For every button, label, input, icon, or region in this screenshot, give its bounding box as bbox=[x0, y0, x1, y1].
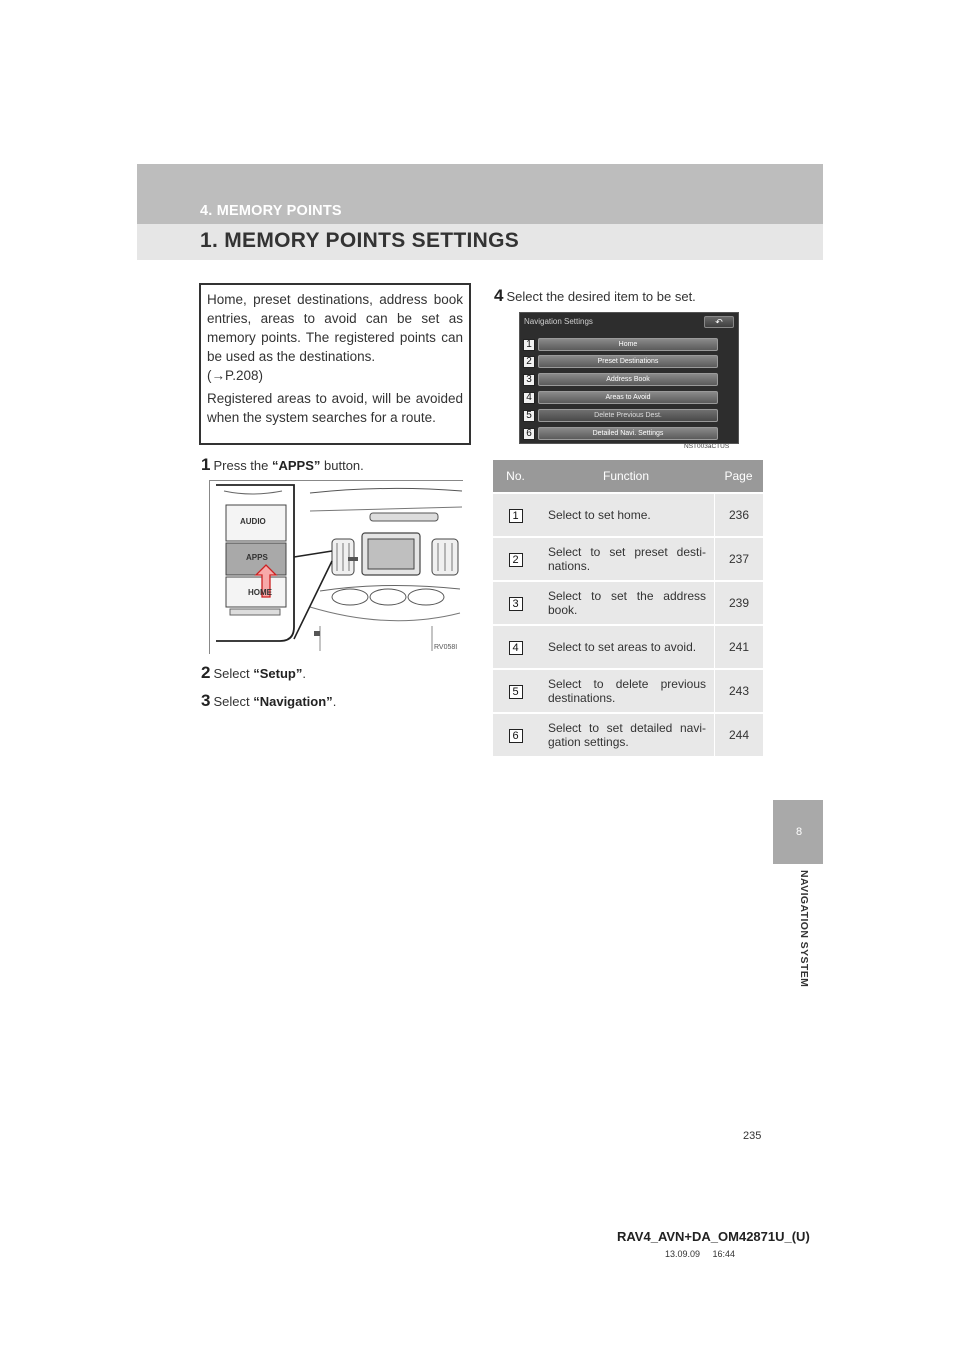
table-header-row bbox=[493, 460, 763, 492]
row-number-badge: 4 bbox=[509, 641, 523, 655]
callout-number: 5 bbox=[523, 410, 535, 422]
step-number: 4 bbox=[494, 286, 504, 305]
table-row bbox=[493, 538, 763, 580]
row-page: 241 bbox=[714, 626, 763, 668]
step-text-end: . bbox=[302, 666, 306, 681]
section-label: 4. MEMORY POINTS bbox=[200, 203, 342, 219]
column-header-function: Function bbox=[538, 460, 714, 492]
function-table bbox=[493, 458, 763, 758]
callout-number: 4 bbox=[523, 392, 535, 404]
screen-item-delete-previous-dest: Delete Previous Dest. bbox=[538, 409, 718, 422]
screen-title: Navigation Settings bbox=[524, 317, 593, 326]
table-row bbox=[493, 494, 763, 536]
chapter-label: NAVIGATION SYSTEM bbox=[798, 870, 810, 988]
table-row bbox=[493, 626, 763, 668]
step-number: 3 bbox=[201, 691, 211, 710]
table-row bbox=[493, 582, 763, 624]
callout-number: 1 bbox=[523, 339, 535, 351]
screen-item-address-book: Address Book bbox=[538, 373, 718, 386]
chapter-label-container bbox=[798, 870, 810, 1010]
step-keyword: “APPS” bbox=[272, 458, 321, 473]
step-3 bbox=[201, 691, 336, 711]
navigation-settings-screen bbox=[519, 312, 739, 444]
chapter-number: 8 bbox=[796, 826, 803, 838]
intro-paragraph-2: Registered areas to avoid, will be avoided when the system searches for a route. bbox=[207, 391, 463, 425]
row-function: Select to set areas to avoid. bbox=[538, 626, 714, 668]
row-page: 244 bbox=[714, 714, 763, 756]
console-button-audio: AUDIO bbox=[240, 517, 266, 526]
step-4 bbox=[494, 286, 696, 306]
step-keyword: “Setup” bbox=[253, 666, 303, 681]
row-page: 239 bbox=[714, 582, 763, 624]
callout-number: 2 bbox=[523, 356, 535, 368]
screen-item-preset-destinations: Preset Destinations bbox=[538, 355, 718, 368]
screen-item-detailed-navi-settings: Detailed Navi. Settings bbox=[538, 427, 718, 440]
callout-number: 3 bbox=[523, 374, 535, 386]
column-header-page: Page bbox=[714, 460, 763, 492]
step-text-end: . bbox=[332, 694, 337, 709]
row-number-badge: 5 bbox=[509, 685, 523, 699]
column-header-no: No. bbox=[493, 460, 538, 492]
table-row bbox=[493, 714, 763, 756]
step-1 bbox=[201, 455, 364, 475]
console-button-home: HOME bbox=[248, 588, 272, 597]
step-text: Select bbox=[213, 666, 254, 681]
print-stamp: 13.09.09 16:44 bbox=[665, 1249, 736, 1259]
row-function: Select to delete previous destinations. bbox=[538, 670, 714, 712]
row-function: Select to set detailed navi-gation settings. bbox=[538, 714, 714, 756]
row-number-badge: 3 bbox=[509, 597, 523, 611]
step-number: 1 bbox=[201, 455, 211, 474]
page-title: 1. MEMORY POINTS SETTINGS bbox=[200, 229, 520, 252]
console-button-apps: APPS bbox=[246, 553, 268, 562]
intro-text-1: Home, preset destinations, address book entries, areas to avoid can be set as memory points. The registered points can be used as the destinations. bbox=[207, 292, 463, 364]
row-page: 243 bbox=[714, 670, 763, 712]
step-text-end: button. bbox=[320, 458, 364, 473]
table-row bbox=[493, 670, 763, 712]
row-function: Select to set home. bbox=[538, 494, 714, 536]
row-page: 236 bbox=[714, 494, 763, 536]
back-arrow-icon: ↶ bbox=[704, 316, 734, 328]
step-text: Select the desired item to be set. bbox=[506, 289, 696, 304]
intro-paragraph-1 bbox=[207, 290, 463, 385]
row-number-badge: 6 bbox=[509, 729, 523, 743]
screen-item-areas-to-avoid: Areas to Avoid bbox=[538, 391, 718, 404]
row-function: Select to set preset desti-nations. bbox=[538, 538, 714, 580]
callout-number: 6 bbox=[523, 428, 535, 440]
step-keyword: “Navigation” bbox=[253, 694, 333, 709]
console-figure-code: RV058I bbox=[434, 644, 458, 651]
document-code: RAV4_AVN+DA_OM42871U_(U) bbox=[617, 1229, 810, 1244]
row-number-badge: 1 bbox=[509, 509, 523, 523]
page-number: 235 bbox=[743, 1130, 762, 1142]
step-text: Press the bbox=[213, 458, 272, 473]
row-number-badge: 2 bbox=[509, 553, 523, 567]
row-function: Select to set the address book. bbox=[538, 582, 714, 624]
console-figure bbox=[209, 480, 463, 654]
intro-page-reference: (→P.208) bbox=[207, 368, 264, 383]
step-text: Select bbox=[213, 694, 254, 709]
screen-item-home: Home bbox=[538, 338, 718, 351]
intro-box bbox=[199, 283, 471, 445]
console-illustration bbox=[210, 481, 464, 655]
row-page: 237 bbox=[714, 538, 763, 580]
screen-figure-code: NST003aCTUS bbox=[684, 443, 730, 450]
step-number: 2 bbox=[201, 663, 211, 682]
step-2 bbox=[201, 663, 306, 683]
